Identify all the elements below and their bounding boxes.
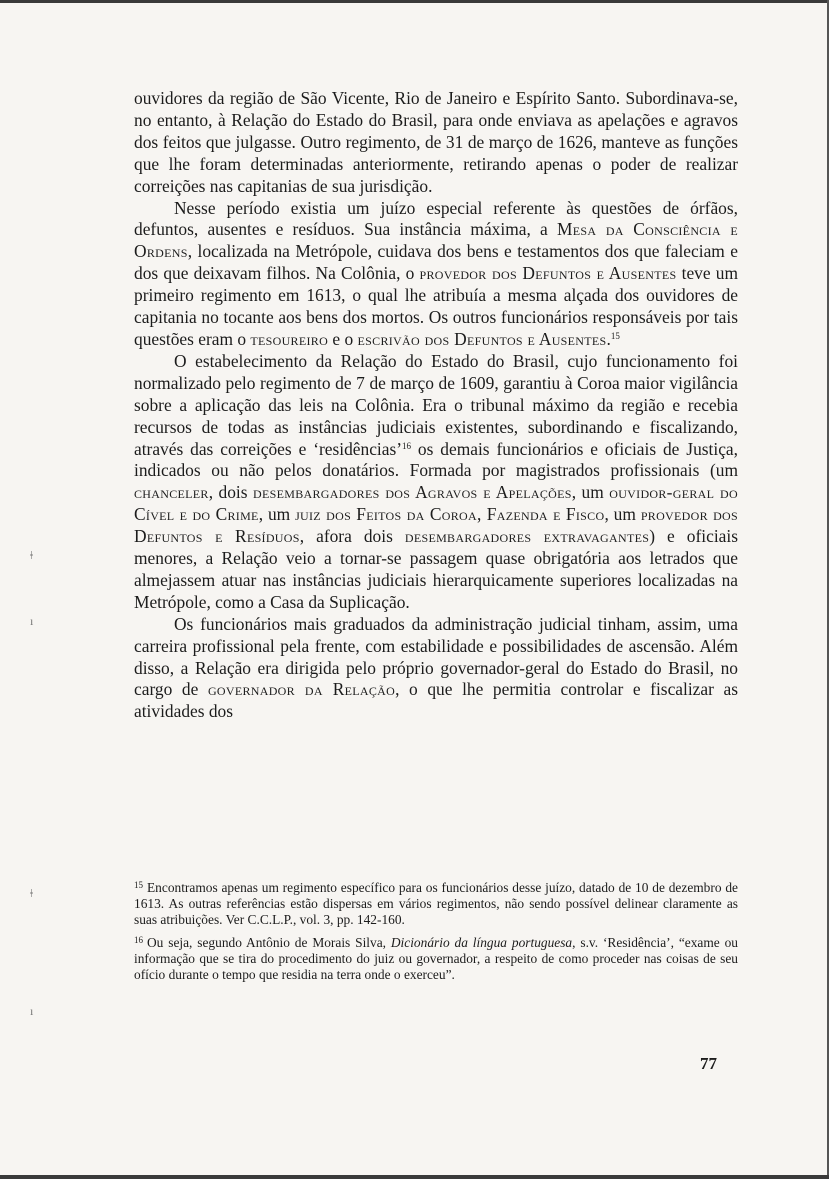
text-run: os demais funcionários e oficiais de Justiça, indicados ou não pelos donatários. Formada por magistrados profissionais (um — [134, 438, 738, 481]
text-run: Ou seja, segundo Antônio de Morais Silva, — [147, 935, 391, 951]
footnote — [134, 878, 738, 927]
scan-bottom-edge — [0, 1175, 829, 1179]
footnote-ref: 15 — [610, 330, 620, 341]
footnote-ref: 16 — [402, 440, 412, 451]
text-run: , um — [258, 504, 296, 525]
text-run: , localizada na Metrópole, cuidava dos bens e testamentos dos que faleciam e dos que deixavam filhos. Na Colônia, o — [134, 241, 738, 284]
text-run: O estabelecimento da Relação do Estado do Brasil, cujo funcionamento foi normalizado pelo regimento de 7 de março de 1609, garantiu à Coroa maior vigilância sobre a aplicação das leis na Colônia. Era o tribunal máximo da região e recebia recursos de todas as instâncias judiciais existentes, subordinando e fiscalizando, através das correições e ‘residências’ — [134, 350, 738, 459]
margin-mark: ı — [30, 614, 34, 628]
paragraph — [134, 614, 738, 724]
small-caps-term: escrivão dos Defuntos e Ausentes — [357, 328, 607, 349]
text-run: , o que lhe permitia controlar e fiscalizar as atividades dos — [134, 679, 739, 722]
text-run: Nesse período existia um juízo especial referente às questões de órfãos, defuntos, ausentes e resíduos. Sua instância máxima, a — [134, 197, 738, 240]
text-run: , afora dois — [299, 526, 405, 547]
small-caps-term: tesoureiro — [250, 328, 329, 349]
footnote-number: 15 — [134, 880, 143, 890]
text-run: ) e oficiais menores, a Relação veio a tornar-se passagem quase obrigatória aos letrados que almejassem atuar nas instâncias judiciais hierarquicamente superiores localizadas na Metrópole, como a Casa da Suplicação. — [134, 526, 738, 612]
small-caps-term: provedor dos Defuntos e Ausentes — [419, 263, 677, 284]
scan-top-edge — [0, 0, 829, 3]
italic-title: Dicionário da língua portuguesa — [390, 935, 573, 951]
footnote-number: 16 — [134, 935, 143, 946]
text-run: , um — [604, 504, 641, 525]
text-run: , um — [571, 482, 610, 503]
small-caps-term: Mesa da Consciência e Ordens — [134, 219, 739, 262]
small-caps-term: juiz dos Feitos da Coroa, Fazenda e Fisco — [295, 504, 605, 525]
small-caps-term: desembargadores dos Agravos e Apelações — [253, 482, 572, 503]
small-caps-term: governador da Relação — [207, 679, 396, 700]
paragraph — [134, 88, 738, 198]
text-run: , dois — [208, 482, 254, 503]
margin-mark: ǂ — [30, 548, 33, 562]
paragraph — [134, 198, 738, 351]
footnotes — [134, 878, 738, 989]
body-text — [134, 88, 738, 723]
small-caps-term: desembargadores extravagantes — [404, 526, 650, 547]
text-run: e o — [328, 328, 358, 349]
small-caps-term: ouvidor-geral do Cível e do Crime — [134, 482, 738, 525]
text-run: ouvidores da região de São Vicente, Rio de Janeiro e Espírito Santo. Subordinava-se, no entanto, à Relação do Estado do Brasil, para onde enviava as apelações e agravos dos feitos que julgasse. Outro regimento, de 31 de março de 1626, manteve as funções que lhe foram determinadas anteriormente, retirando apenas o poder de realizar correições nas capitanias de sua jurisdição. — [134, 88, 738, 196]
text-run: , s.v. ‘Residência’, “exame ou informação que se tira do procedimento do juiz ou governador, a respeito de como proceder nas coisas de seu ofício durante o tempo que residia na terra onde o exerceu”. — [134, 935, 738, 982]
small-caps-term: chanceler — [134, 482, 209, 503]
text-run: Os funcionários mais graduados da administração judicial tinham, assim, uma carreira profissional pela frente, com estabilidade e possibilidades de ascensão. Além disso, a Relação era dirigida pelo próprio governador-geral do Estado do Brasil, no cargo de — [134, 613, 738, 700]
page-number: 77 — [700, 1054, 717, 1073]
text-run: teve um primeiro regimento em 1613, o qual lhe atribuía a mesma alçada dos ouvidores de capitania no tocante aos bens dos mortos. Os outros funcionários responsáveis por tais questões eram o — [134, 263, 738, 349]
margin-mark: ı — [30, 1004, 34, 1018]
paragraph — [134, 351, 738, 614]
footnote — [134, 933, 738, 982]
text-run: Encontramos apenas um regimento específico para os funcionários desse juízo, datado de 10 de dezembro de 1613. As outras referências estão dispersas em vários regimentos, não sendo possível delinear claramente as suas atribuições. Ver C.C.L.P., vol. 3, pp. 142-160. — [134, 880, 738, 927]
text-run: . — [606, 328, 611, 349]
margin-mark: ǂ — [30, 886, 33, 900]
small-caps-term: provedor dos Defuntos e Resíduos — [134, 504, 738, 547]
